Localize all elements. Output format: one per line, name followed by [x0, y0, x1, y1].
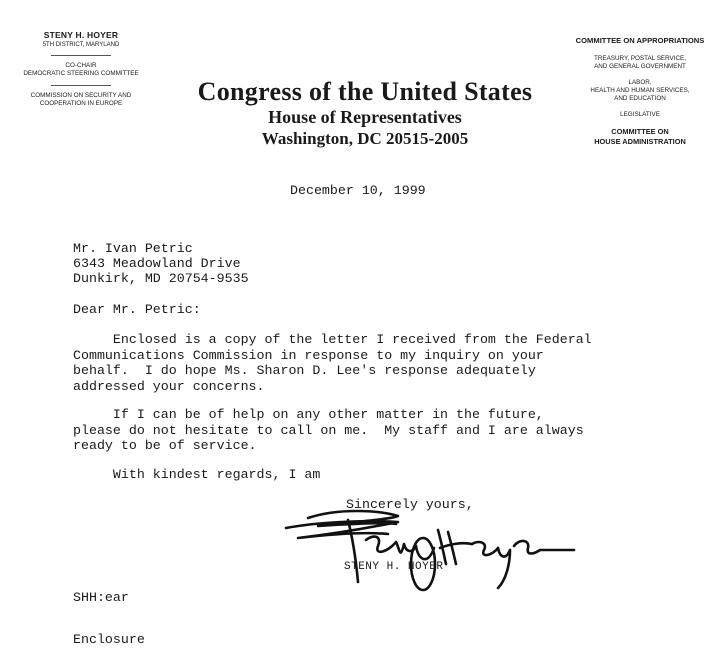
body-line: If I can be of help on any other matter in the future, [73, 407, 544, 422]
subcommittee-labor [560, 79, 720, 103]
recipient-address-line3: Dunkirk, MD 20754-9535 [73, 271, 249, 286]
body-line: behalf. I do hope Ms. Sharon D. Lee's response adequately [73, 363, 536, 378]
divider [51, 85, 111, 86]
enclosure-notation: Enclosure [73, 632, 145, 647]
letter-date: December 10, 1999 [290, 183, 426, 198]
subcommittee-treasury-line2: AND GENERAL GOVERNMENT [594, 63, 686, 70]
subcommittee-treasury [560, 55, 720, 71]
body-paragraph-2 [73, 407, 584, 454]
member-name: STENY H. HOYER [43, 30, 119, 40]
commission-line2: COOPERATION IN EUROPE [39, 100, 123, 107]
subcommittee-treasury-line1: TREASURY, POSTAL SERVICE, [593, 55, 687, 62]
letterhead-congress: Congress of the United States [197, 77, 533, 106]
commission-line1: COMMISSION ON SECURITY AND [30, 92, 132, 99]
closing-line: With kindest regards, I am [73, 467, 321, 482]
subcommittee-labor-line1: LABOR, [628, 79, 652, 86]
subcommittee-legislative: LEGISLATIVE [620, 111, 660, 118]
body-line: Enclosed is a copy of the letter I received from the Federal [73, 332, 592, 347]
role-steering-committee: DEMOCRATIC STEERING COMMITTEE [23, 70, 139, 77]
body-line: addressed your concerns. [73, 378, 265, 394]
complimentary-close: Sincerely yours, [346, 497, 474, 512]
body-paragraph-1 [73, 332, 592, 394]
typed-signature-name: STENY H. HOYER [344, 561, 444, 573]
role-cochair: CO-CHAIR [65, 62, 97, 69]
letterhead-address: Washington, DC 20515-2005 [261, 129, 469, 148]
subcommittee-labor-line2: HEALTH AND HUMAN SERVICES, [590, 87, 690, 94]
body-line: Communications Commission in response to my inquiry on your [73, 347, 544, 363]
recipient-address-line2: 6343 Meadowland Drive [73, 256, 241, 271]
divider [51, 55, 111, 56]
recipient-address-line1: Mr. Ivan Petric [73, 241, 193, 256]
committee-house-administration-line2: HOUSE ADMINISTRATION [594, 136, 686, 146]
committee-appropriations: COMMITTEE ON APPROPRIATIONS [575, 36, 705, 45]
letterhead-center [180, 78, 550, 150]
committee-house-administration-line1: COMMITTEE ON [611, 127, 669, 136]
handwritten-signature [278, 500, 588, 592]
letterhead-right-column [560, 36, 720, 146]
body-line: ready to be of service. [73, 438, 257, 453]
subcommittee-labor-line3: AND EDUCATION [614, 95, 666, 102]
salutation: Dear Mr. Petric: [73, 302, 201, 317]
reference-initials: SHH:ear [73, 590, 129, 605]
letterhead-left-column [0, 30, 162, 108]
letterhead-house: House of Representatives [268, 107, 462, 127]
body-line: please do not hesitate to call on me. My staff and I are always [73, 422, 584, 438]
committee-house-administration [560, 127, 720, 146]
member-district: 5TH DISTRICT, MARYLAND [42, 42, 120, 48]
